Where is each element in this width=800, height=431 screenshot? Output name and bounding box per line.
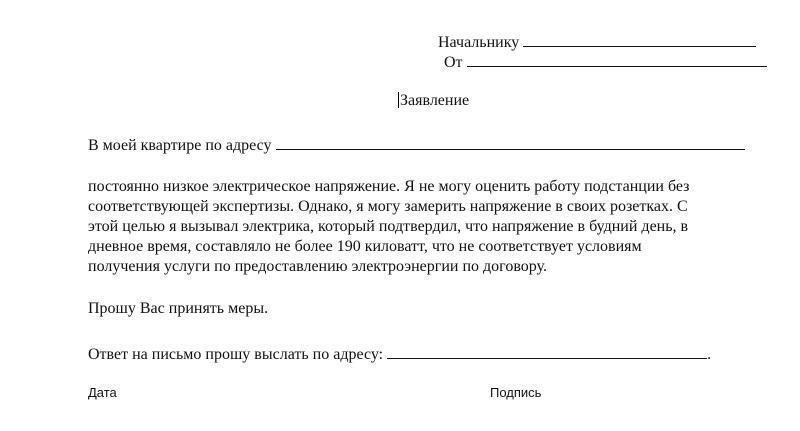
sender-label: От	[444, 54, 463, 71]
address-field[interactable]	[276, 134, 745, 150]
sender-line	[444, 51, 767, 73]
signature-label: Подпись	[490, 385, 542, 400]
complaint-body	[88, 177, 778, 277]
reply-address-field[interactable]	[387, 343, 707, 359]
reply-address-line	[88, 343, 711, 365]
sender-field[interactable]	[467, 51, 767, 67]
addressee-field[interactable]	[523, 31, 756, 47]
body-line: постоянно низкое электрическое напряжение. Я не могу оценить работу подстанции без	[88, 178, 690, 195]
address-line	[88, 134, 745, 156]
addressee-line	[438, 31, 756, 53]
body-line: этой целью я вызывал электрика, который подтвердил, что напряжение в будний день, в	[88, 218, 689, 235]
date-label: Дата	[88, 385, 117, 400]
body-line: дневное время, составляло не более 190 киловатт, что не соответствует условиям	[88, 238, 642, 255]
address-intro: В моей квартире по адресу	[88, 137, 272, 154]
body-line: получения услуги по предоставлению электроэнергии по договору.	[88, 258, 547, 275]
addressee-label: Начальнику	[438, 34, 520, 51]
request-line	[88, 299, 268, 319]
request-text: Прошу Вас принять меры.	[88, 300, 269, 317]
title-text: Заявление	[400, 92, 470, 109]
document-title	[398, 91, 469, 111]
text-cursor	[398, 92, 399, 108]
reply-end: .	[707, 346, 712, 363]
reply-label: Ответ на письмо прошу выслать по адресу:	[88, 346, 384, 363]
body-line: соответствующей экспертизы. Однако, я могу замерить напряжение в своих розетках. С	[88, 198, 688, 215]
